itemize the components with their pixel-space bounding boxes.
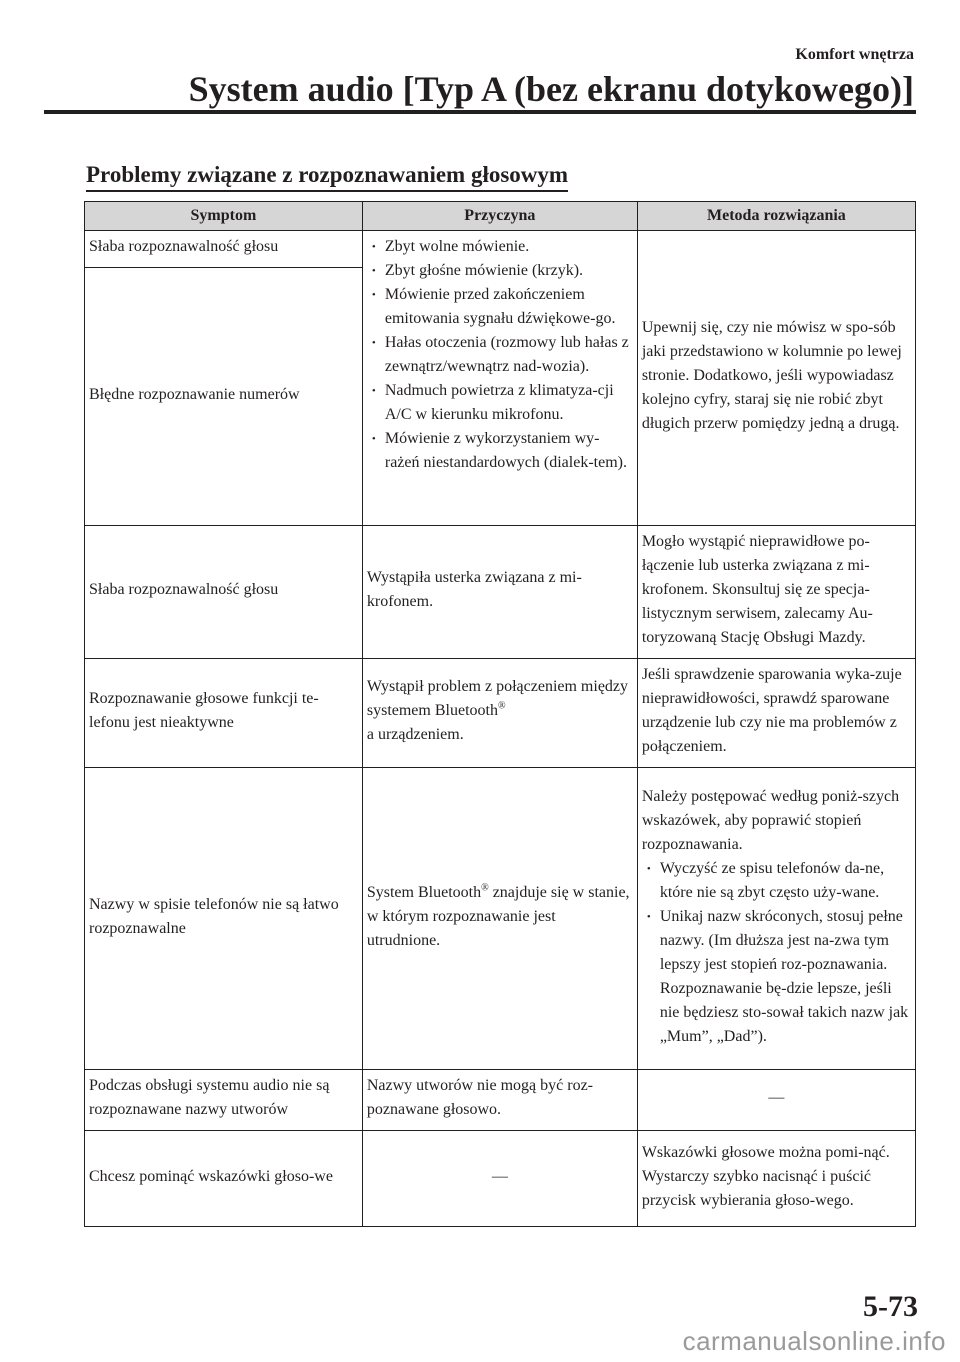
- cause-list: [367, 235, 633, 475]
- column-header-solution: Metoda rozwiązania: [637, 202, 915, 231]
- cause-cell: [362, 659, 637, 768]
- registered-mark: ®: [481, 882, 489, 894]
- registered-mark: ®: [497, 700, 506, 712]
- page-title: System audio [Typ A (bez ekranu dotykowego)]: [188, 69, 914, 109]
- table-row: [85, 1070, 916, 1131]
- symptom-cell: Słaba rozpoznawalność głosu: [85, 231, 363, 268]
- symptom-cell: Rozpoznawanie głosowe funkcji te-lefonu jest nieaktywne: [85, 659, 363, 768]
- symptom-cell: Podczas obsługi systemu audio nie są rozpoznawane nazwy utworów: [85, 1070, 363, 1131]
- cause-cell: Wystąpiła usterka związana z mi-krofonem.: [362, 526, 637, 659]
- solution-cell: Upewnij się, czy nie mówisz w spo-sób jaki przedstawiono w kolumnie po lewej stronie. Dodatkowo, jeśli wypowiadasz kolejno cyfry, staraj się nie robić zbyt długich przerw pomiędzy jedną a drugą.: [637, 231, 915, 526]
- table-header-row: [85, 202, 916, 231]
- solution-cell: —: [637, 1070, 915, 1131]
- cause-text-cont: znajduje się w stanie, w którym rozpoznawanie jest utrudnione.: [366, 883, 630, 949]
- cause-text: System Bluetooth: [366, 883, 482, 901]
- list-item: • Mówienie przed zakończeniem emitowania sygnału dźwiękowe-go.: [367, 283, 633, 331]
- symptom-cell: Nazwy w spisie telefonów nie są łatwo rozpoznawalne: [85, 768, 363, 1070]
- list-item: • Mówienie z wykorzystaniem wy-rażeń niestandardowych (dialek-tem).: [367, 427, 633, 475]
- solution-intro: Należy postępować według poniż-szych wskazówek, aby poprawić stopień rozpoznawania.: [641, 787, 900, 853]
- solution-cell: Jeśli sprawdzenie sparowania wyka-zuje nieprawidłowości, sprawdź sparowane urządzenie lub czy nie ma problemów z połączeniem.: [637, 659, 915, 768]
- solution-list: [642, 857, 911, 1049]
- list-item: • Zbyt wolne mówienie.: [367, 235, 633, 259]
- header-section-label: Komfort wnętrza: [795, 46, 914, 63]
- cause-cell: [362, 768, 637, 1070]
- symptom-cell: Błędne rozpoznawanie numerów: [85, 268, 363, 526]
- list-item: • Nadmuch powietrza z klimatyza-cji A/C w kierunku mikrofonu.: [367, 379, 633, 427]
- solution-cell: Mogło wystąpić nieprawidłowe po-łączenie lub usterka związana z mi-krofonem. Skonsultuj się ze specja-listycznym serwisem, zalecamy Au-toryzowaną Stację Obsługi Mazdy.: [637, 526, 915, 659]
- symptom-cell: Chcesz pominąć wskazówki głoso-we: [85, 1131, 363, 1227]
- table-row: [85, 659, 916, 768]
- cause-cell: —: [362, 1131, 637, 1227]
- table-row: [85, 231, 916, 268]
- table-row: [85, 526, 916, 659]
- troubleshooting-table: [84, 201, 916, 1227]
- solution-cell: [637, 768, 915, 1070]
- cause-cell: Nazwy utworów nie mogą być roz-poznawane głosowo.: [362, 1070, 637, 1131]
- cause-cell: [362, 231, 637, 526]
- table-row: [85, 1131, 916, 1227]
- list-item: • Hałas otoczenia (rozmowy lub hałas z zewnątrz/wewnątrz nad-wozia).: [367, 331, 633, 379]
- header-divider: [44, 110, 916, 114]
- table-row: [85, 768, 916, 1070]
- solution-cell: Wskazówki głosowe można pomi-nąć. Wystarczy szybko nacisnąć i puścić przycisk wybierania głoso-wego.: [637, 1131, 915, 1227]
- cause-text-cont: a urządzeniem.: [366, 726, 464, 743]
- page-number: 5-73: [863, 1290, 918, 1323]
- list-item: • Unikaj nazw skróconych, stosuj pełne nazwy. (Im dłuższa jest na-zwa tym lepszy jest stopień roz-poznawania. Rozpoznawanie bę-dzie lepsze, jeśli nie będziesz sto-sował takich nazw jak „Mum”, „Dad”).: [642, 905, 911, 1049]
- cause-text: Wystąpił problem z połączeniem między systemem Bluetooth: [366, 678, 629, 719]
- section-title: Problemy związane z rozpoznawaniem głosowym: [86, 162, 568, 192]
- list-item: • Wyczyść ze spisu telefonów da-ne, które nie są zbyt często uży-wane.: [642, 857, 911, 905]
- column-header-symptom: Symptom: [85, 202, 363, 231]
- symptom-cell: Słaba rozpoznawalność głosu: [85, 526, 363, 659]
- watermark-text: carmanualsonline.info: [682, 1326, 946, 1356]
- list-item: • Zbyt głośne mówienie (krzyk).: [367, 259, 633, 283]
- column-header-cause: Przyczyna: [362, 202, 637, 231]
